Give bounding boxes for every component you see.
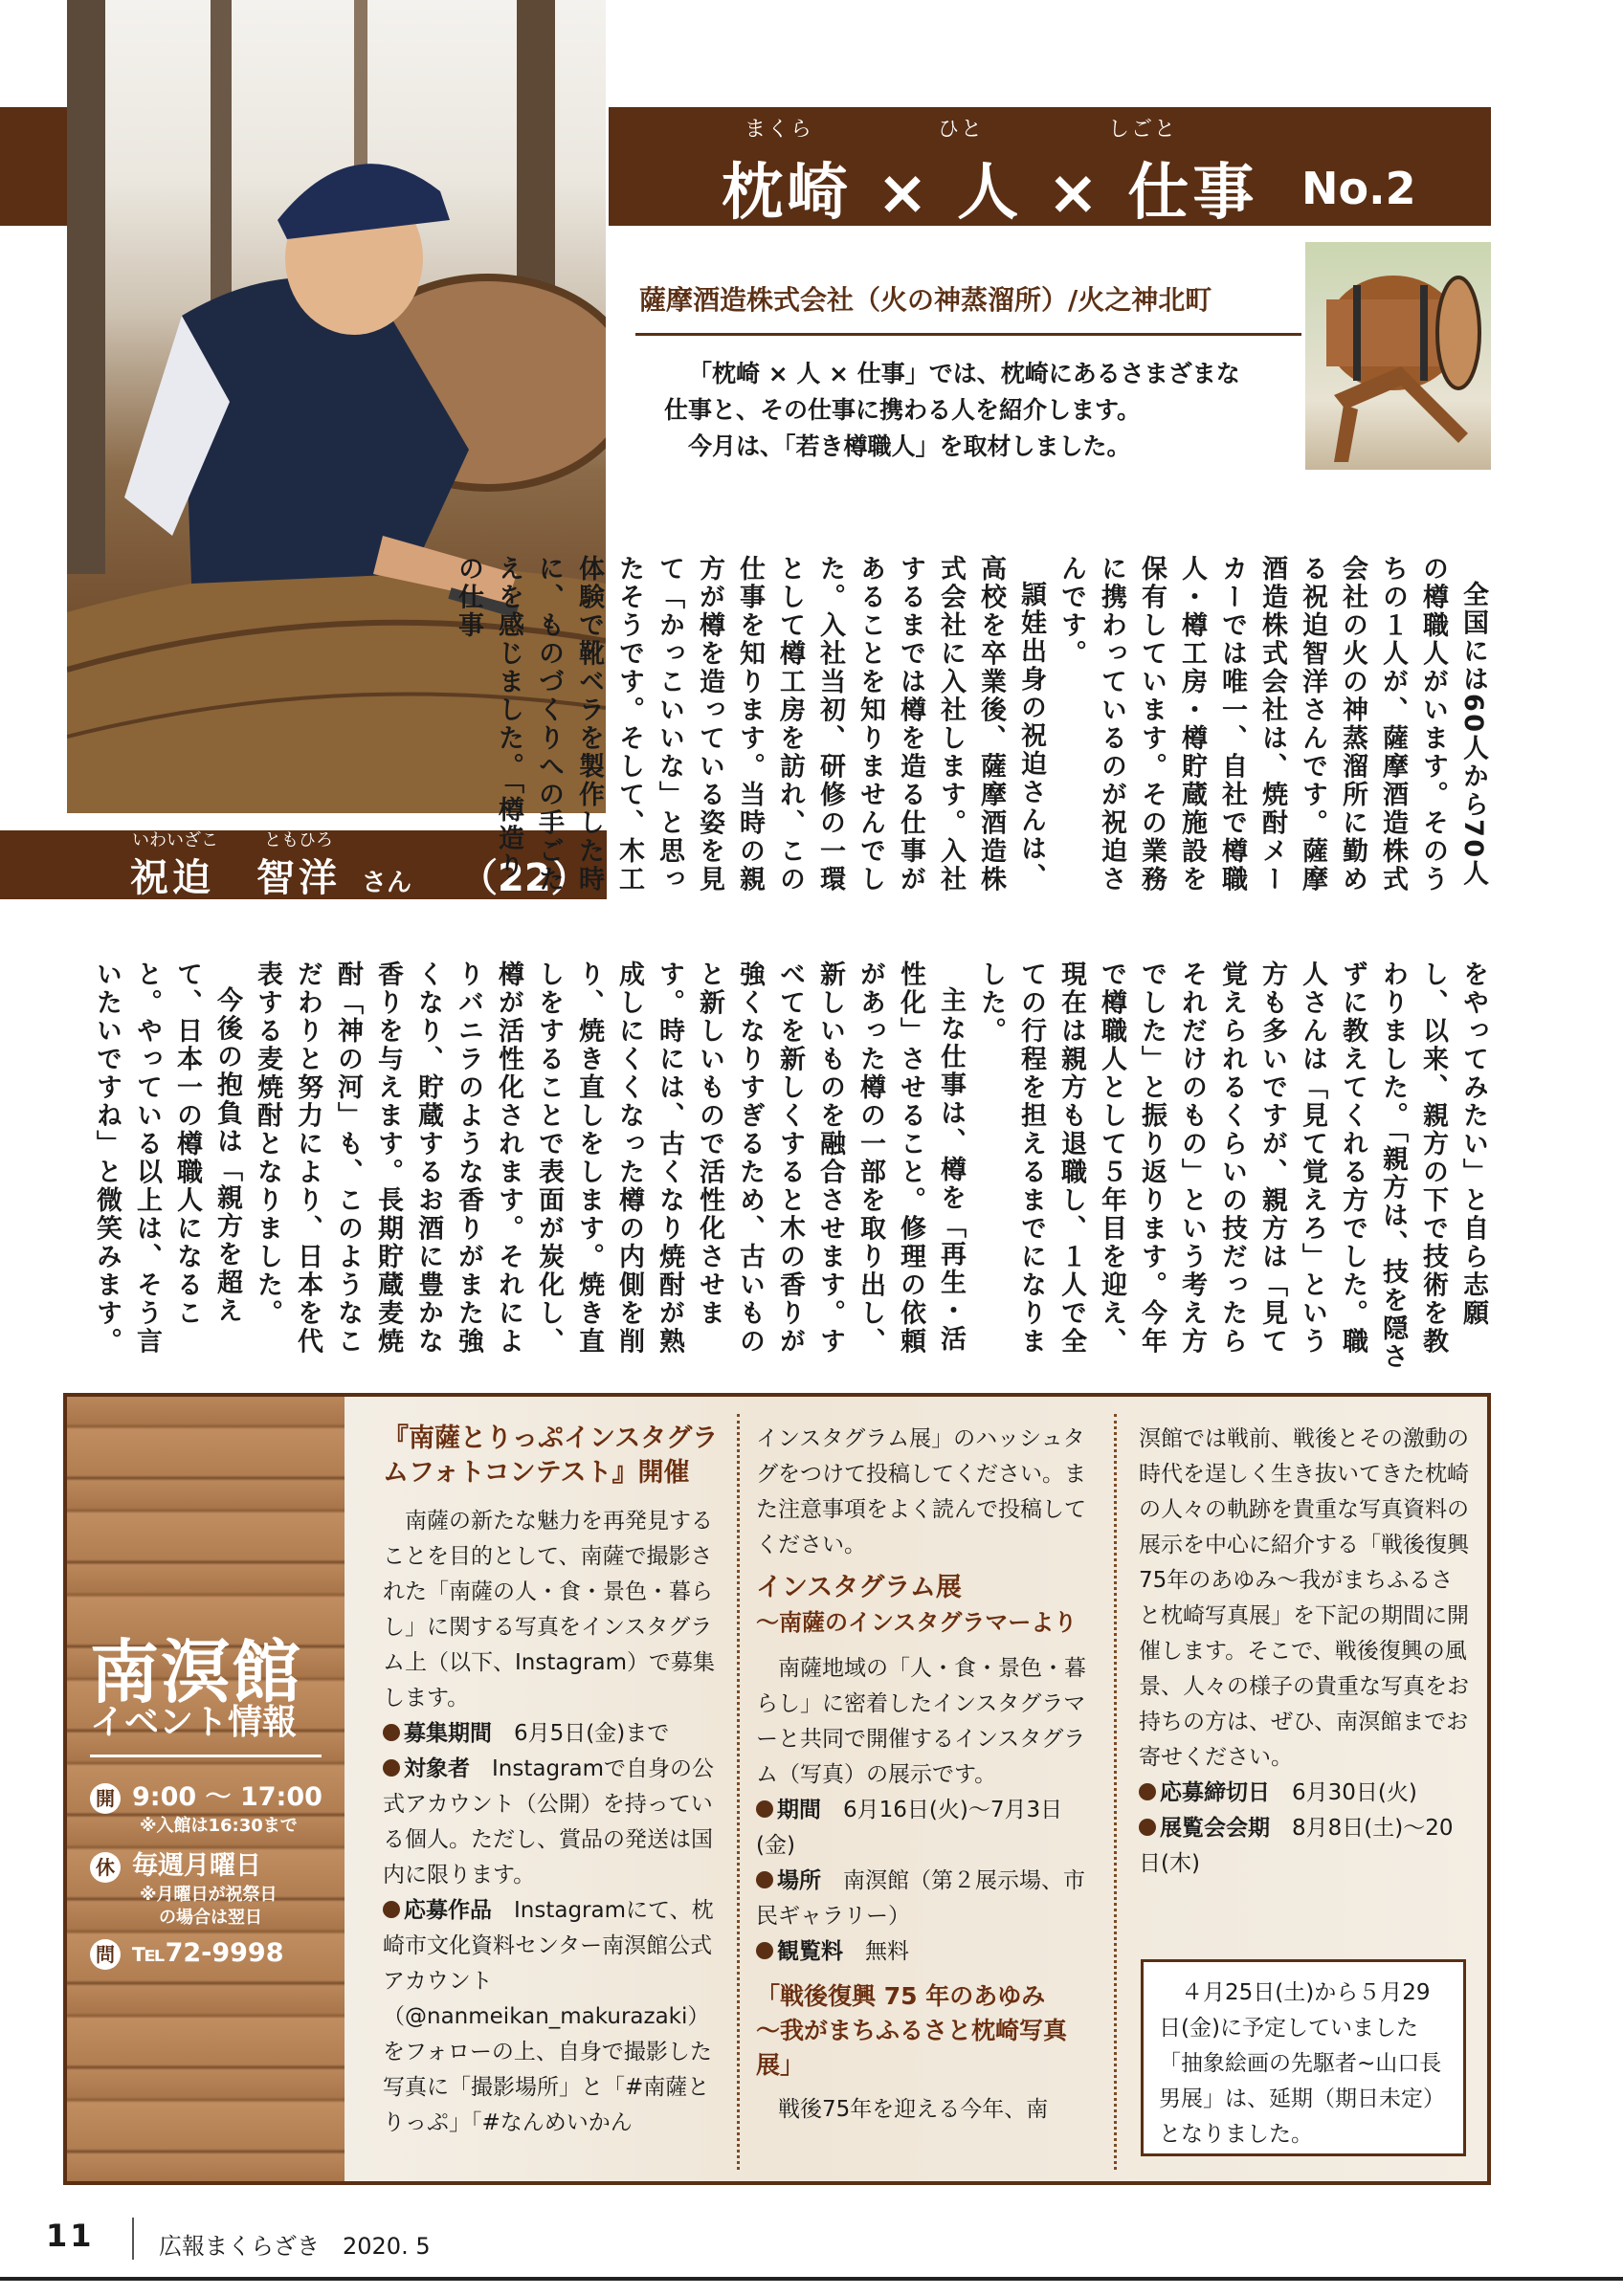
contact-badge: 問	[90, 1939, 121, 1970]
column-divider	[1114, 1414, 1117, 2170]
closed-badge: 休	[90, 1852, 121, 1883]
postponement-text: ４月25日(土)から５月29日(金)に予定していました「抽象絵画の先駆者~山口長男展」は、延期（期日未定）となりました。	[1159, 1980, 1445, 2147]
title-ruby-makura: まくら	[745, 118, 814, 142]
closed-days-value: 毎週月曜日	[132, 1851, 261, 1881]
opening-hours	[90, 1776, 322, 1814]
photo-contest-title-1: 『南薩とりっぷインスタグラ	[383, 1424, 719, 1453]
postwar-exhibit-title-1: 「戦後復興 75 年のあゆみ	[756, 1982, 1046, 2010]
event-info-heading: イベント情報	[90, 1703, 298, 1742]
publication-name: 広報まくらざき 2020. 5	[159, 2233, 431, 2260]
contest-item-eligibility: 対象者 Instagramで自身の公式アカウント（公開）を持っている個人。ただし、賞品の発送は国内に限ります。	[383, 1756, 715, 1888]
bullet-icon	[756, 1871, 773, 1888]
instagram-exhibit-title-2: ～南薩のインスタグラマーより	[756, 1609, 1078, 1636]
contest-item-period: 募集期間 6月5日(金)まで	[383, 1716, 723, 1752]
title-band-left	[0, 107, 67, 226]
intro-line-3: 今月は、「若き樽職人」を取材しました。	[688, 432, 1131, 460]
open-badge: 開	[90, 1783, 121, 1814]
intro-line-2: 仕事と、その仕事に携わる人を紹介します。	[664, 396, 1142, 424]
article-paragraph: をやってみたい」と自ら志願し、以来、親方の下で技術を教わりました。「親方は、技を隠さずに教えてくれる方でした。職人さんは「見て覚えろ」という方も多いですが、親方は「見て覚えられるくらいの技だったらそれだけのもの」という考え方でした」と振り返ります。今年で樽職人として５年目を迎え、現在は親方も退職し、１人で全ての行程を担えるまでになりました。	[976, 960, 1488, 1371]
instagram-exhibit-body: 南薩地域の「人・食・景色・暮らし」に密着したインスタグラマーと共同で開催するインスタグラム（写真）の展示です。	[756, 1656, 1086, 1787]
instagram-exhibit-title-1: インスタグラム展	[756, 1573, 962, 1602]
photo-contest-title-2: ムフォトコンテスト』開催	[383, 1458, 690, 1488]
bullet-icon	[383, 1759, 400, 1777]
name-ruby-family: いわいざこ	[132, 830, 218, 850]
name-ruby-given: ともひろ	[264, 830, 333, 850]
title-ruby-shigoto: しごと	[1108, 118, 1178, 142]
photo-contest-body: 南薩の新たな魅力を再発見することを目的として、南薩で撮影された「南薩の人・食・景色・暮らし」に関する写真をインスタグラム上（以下、Instagram）で募集します。	[383, 1509, 716, 1711]
article-paragraph: 全国には60人から70人の樽職人がいます。そのうちの１人が、薩摩酒造株式会社の火の神蒸溜所に勤める祝迫智洋さんです。薩摩酒造株式会社は、焼酎メーカーでは唯一、自社で樽職人・樽工房・樽貯蔵施設を保有しています。その業務に携わっているのが祝迫さんです。	[1056, 555, 1488, 894]
contact-phone: ℡72-9998	[132, 1938, 284, 1968]
interviewee-name: 祝迫 智洋	[130, 856, 341, 900]
bullet-icon	[756, 1942, 773, 1959]
contest-continued-body: インスタグラム展」のハッシュタグをつけて投稿してください。また注意事項をよく読んで投稿してください。	[756, 1426, 1086, 1557]
closed-note-2: の場合は翌日	[159, 1908, 262, 1928]
contact-info	[90, 1938, 284, 1970]
bullet-icon	[383, 1901, 400, 1918]
footer-divider	[132, 2218, 134, 2260]
article-paragraph: 頴娃出身の祝迫さんは、高校を卒業後、薩摩酒造株式会社に入社します。入社するまでは樽を造る仕事があることを知りませんでした。入社当初、研修の一環として樽工房を訪れ、この仕事を知ります。当時の親方が樽を造っている姿を見て「かっこいいな」と思ったそうです。そして、木工体験で靴ベラを製作した時に、ものづくりへの手ごたえを感じました。「樽造りの仕事	[454, 555, 1046, 894]
column-divider	[737, 1414, 740, 2170]
open-note: ※入館は16:30まで	[140, 1816, 298, 1836]
series-title-band	[609, 107, 1491, 229]
open-hours-value: 9:00 ～ 17:00	[132, 1782, 322, 1812]
bullet-icon	[1139, 1783, 1156, 1800]
page-number: 11	[46, 2218, 95, 2254]
footer-rule	[0, 2277, 1623, 2281]
museum-name: 南溟館	[90, 1632, 303, 1712]
intro-line-1: 「枕崎 × 人 × 仕事」では、枕崎にあるさまざまな	[688, 360, 1240, 387]
exhibit-item-fee: 観覧料 無料	[756, 1934, 1099, 1970]
title-ruby-hito: ひと	[938, 118, 985, 142]
postponement-notice	[1141, 1959, 1466, 2156]
interviewee-age: （22）	[459, 856, 589, 900]
bullet-icon	[1139, 1819, 1156, 1836]
small-barrel-photo	[1305, 242, 1491, 470]
event-column-2	[756, 1422, 1099, 2128]
series-number: No.2	[1301, 163, 1416, 214]
barrel-on-stand-illustration	[1305, 242, 1491, 470]
company-name: 薩摩酒造株式会社（火の神蒸溜所）/火之神北町	[639, 284, 1212, 316]
interviewee-honorific: さん	[362, 869, 412, 897]
exhibit-item-period: 期間 6月16日(火)～7月3日(金)	[756, 1798, 1063, 1858]
series-title: 枕崎 × 人 × 仕事	[722, 158, 1258, 229]
event-column-3	[1139, 1422, 1470, 1882]
closed-days	[90, 1844, 261, 1883]
company-underline	[635, 333, 1301, 336]
bullet-icon	[383, 1724, 400, 1741]
article-intro	[664, 356, 1296, 465]
exhibit-item-venue: 場所 南溟館（第２展示場、市民ギャラリー）	[756, 1868, 1085, 1929]
postwar-exhibit-body-continued: 溟館では戦前、戦後とその激動の時代を逞しく生き抜いてきた枕崎の人々の軌跡を貴重な写真資料の展示を中心に紹介する「戦後復興75年のあゆみ～我がまちふるさと枕崎写真展」を下記の期間に開催します。そこで、戦後復興の風景、人々の様子の貴重な写真をお持ちの方は、ぜひ、南溟館までお寄せください。	[1139, 1426, 1469, 1770]
event-column-1	[383, 1422, 723, 2141]
postwar-exhibit-title-2: ～我がまちふるさと枕崎写真展」	[756, 2017, 1068, 2079]
contest-item-entry: 応募作品 Instagramにて、枕崎市文化資料センター南溟館公式アカウント（@nanmeikan_makurazaki）をフォローの上、自身で撮影した写真に「撮影場所」と「#南薩とりっぷ」「#なんめいかん	[383, 1898, 714, 2135]
closed-note-1: ※月曜日が祝祭日	[140, 1885, 278, 1905]
article-paragraph: 今後の抱負は「親方を超えて、日本一の樽職人になること。やっている以上は、そう言いたいですね」と微笑みます。	[92, 960, 242, 1356]
bullet-icon	[756, 1800, 773, 1818]
postwar-exhibit-body: 戦後75年を迎える今年、南	[778, 2097, 1049, 2122]
event-heading-rule	[90, 1755, 322, 1757]
article-paragraph: 主な仕事は、樽を「再生・活性化」させること。修理の依頼があった樽の一部を取り出し、新しいものを融合させます。すべてを新しくすると木の香りが強くなりすぎるため、古いものと新しいもので活性化させます。時には、古くなり焼酎が熟成しにくくなった樽の内側を削り、焼き直しをします。焼き直しをすることで表面が炭化し、樽が活性化されます。それによりバニラのような香りがまた強くなり、貯蔵するお酒に豊かな香りを与えます。長期貯蔵麦焼酎「神の河」も、このようなこだわりと努力により、日本を代表する麦焼酎となりました。	[253, 960, 966, 1356]
exhibition-period: 展覧会会期 8月8日(土)～20日(木)	[1139, 1816, 1454, 1876]
photo-call-deadline: 応募締切日 6月30日(火)	[1139, 1776, 1470, 1811]
article-body-lower	[92, 960, 1493, 1374]
